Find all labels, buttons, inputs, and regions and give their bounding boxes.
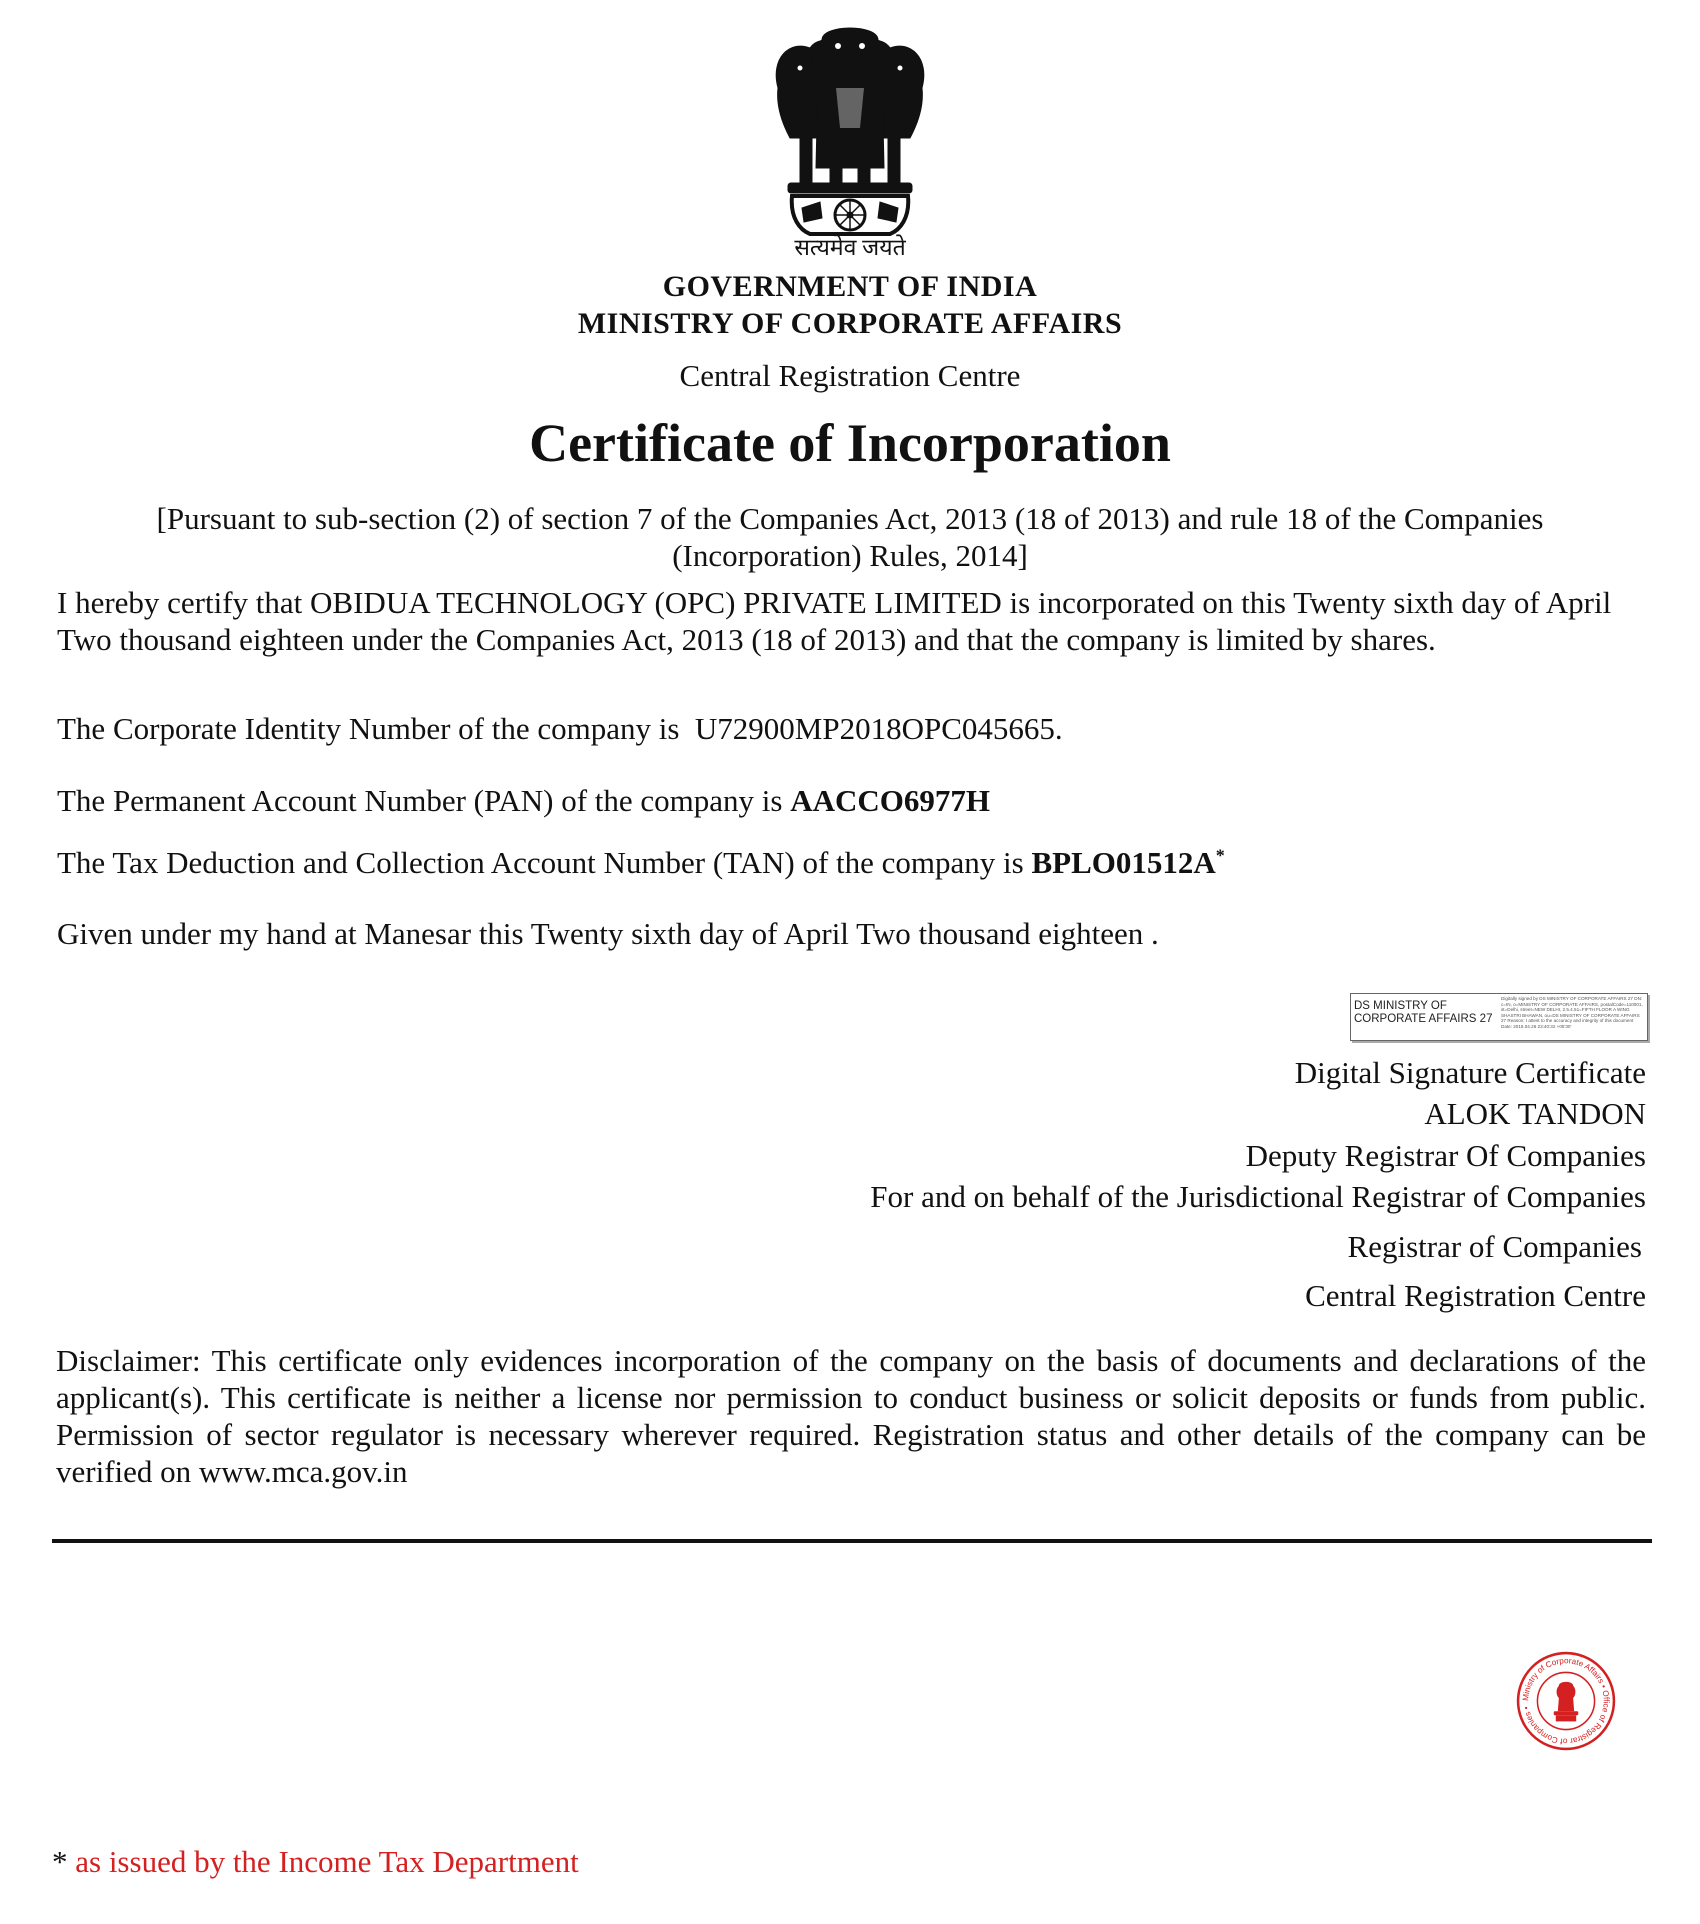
signatory-name: ALOK TANDON [1424, 1096, 1646, 1131]
government-heading: GOVERNMENT OF INDIA [662, 270, 1038, 303]
ministry-heading: MINISTRY OF CORPORATE AFFAIRS [577, 307, 1123, 340]
ministry-seal-icon [1515, 1650, 1617, 1752]
certification-text: I hereby certify that OBIDUA TECHNOLOGY (OPC) PRIVATE LIMITED is incorporated on this Twenty sixth day of April Two thousand eighteen under the Companies Act, 2013 (18 of 2013) and that the company is limited by shares. [57, 585, 1612, 657]
seal-text: Ministry of Corporate Affairs • Office of Registrar of Companies • [1521, 1656, 1611, 1746]
page-title: Certificate of Incorporation [529, 413, 1171, 473]
signature-box-name: DS MINISTRY OF CORPORATE AFFAIRS 27 [1354, 1000, 1493, 1025]
signatory-centre: Central Registration Centre [1305, 1278, 1646, 1313]
signature-certificate-label: Digital Signature Certificate [1294, 1055, 1646, 1090]
pursuant-clause: [Pursuant to sub-section (2) of section 7 of the Companies Act, 2013 (18 of 2013) and rule 18 of the Companies (Incorporation) Rules, 2014] [156, 501, 1544, 573]
pan-value: AACCO6977H [790, 783, 991, 818]
signatory-designation: Deputy Registrar Of Companies [1245, 1138, 1646, 1173]
cin-line [57, 710, 1063, 747]
divider-rule [52, 1539, 1652, 1543]
emblem-motto: सत्यमेव जयते [794, 235, 906, 260]
given-under-hand: Given under my hand at Manesar this Twenty sixth day of April Two thousand eighteen . [57, 916, 1159, 951]
centre-heading: Central Registration Centre [679, 358, 1021, 393]
pan-line [57, 782, 990, 819]
cin-value: U72900MP2018OPC045665. [694, 711, 1063, 746]
disclaimer-text: Disclaimer: This certificate only evidences incorporation of the company on the basis of documents and declarations of the applicant(s). This certificate is neither a license nor permission to conduct business or solicit deposits or funds from public. Permission of sector regulator is necessary wherever required. Registration status and other details of the company can be verified on www.mca.gov.in [56, 1343, 1646, 1489]
signatory-behalf: For and on behalf of the Jurisdictional Registrar of Companies [870, 1179, 1646, 1214]
tan-value: BPLO01512A [1031, 845, 1216, 880]
footnote-text: as issued by the Income Tax Department [75, 1844, 579, 1879]
footnote [52, 1844, 579, 1880]
tan-line [57, 844, 1225, 881]
digital-signature-box [1350, 993, 1648, 1041]
tan-footnote-mark: * [1215, 845, 1225, 866]
cin-label: The Corporate Identity Number of the company is [57, 711, 680, 746]
signature-box-detail: Digitally signed by DS MINISTRY OF CORPORATE AFFAIRS 27 DN: c=IN, o=MINISTRY OF CORPORATE AFFAIRS, postalCode=110001, st=Delhi, street=NEW DELHI, 2.5.4.51=FIFTH FLOOR A WING SHASTRI BHAWAN, ou=DS MINISTRY OF CORPORATE AFFAIRS 27 Reason: I attest to the accuracy and integrity of this document Date: 2018.04.26 23:40:32 +05'30' [1501, 996, 1643, 1029]
tan-label: The Tax Deduction and Collection Account Number (TAN) of the company is [57, 845, 1024, 880]
pan-label: The Permanent Account Number (PAN) of the company is [57, 783, 783, 818]
footnote-mark: * [52, 1844, 68, 1879]
signatory-registrar: Registrar of Companies [1347, 1229, 1642, 1264]
